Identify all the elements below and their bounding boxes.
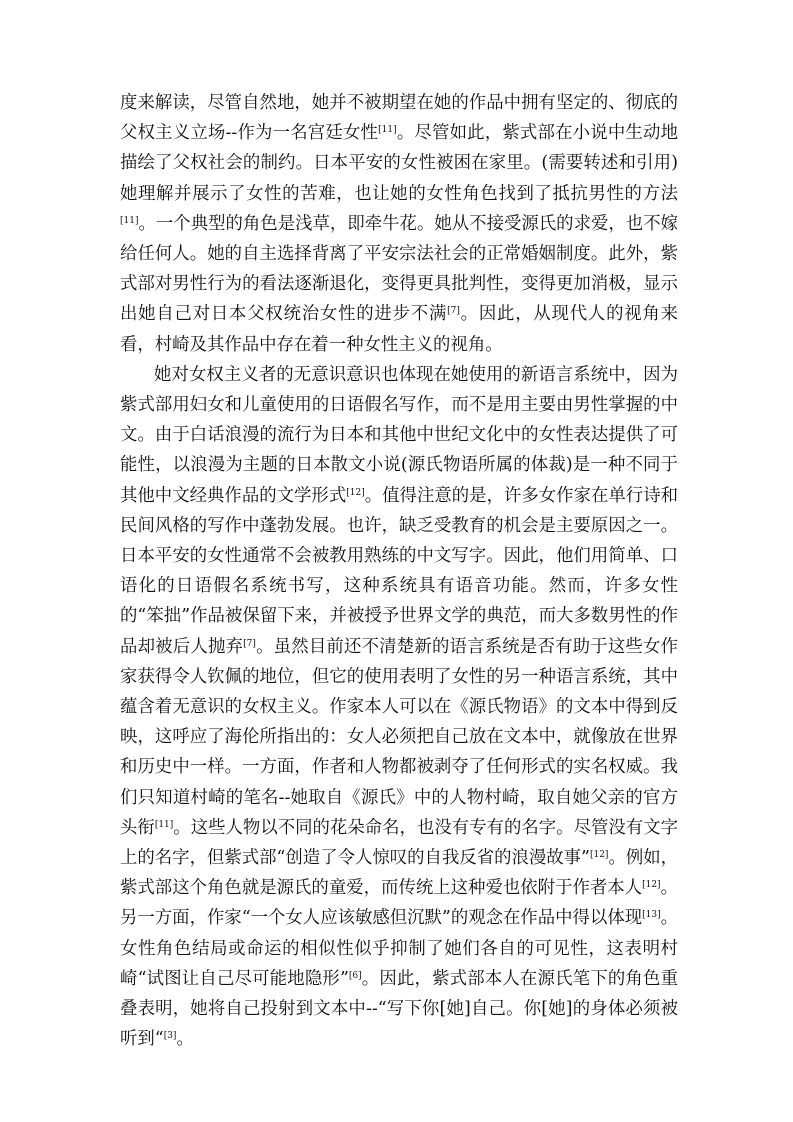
text-segment: 。尽管如此，紫式部在小说中生动地描绘了父权社会的制约。日本平安的女性被困在家里。(需要转述和引用)她理解并展示了女性的苦难，也让她的女性角色找到了抵抗男性的方法 (120, 123, 678, 204)
text-segment: 。因此，紫式部本人在源氏笔下的角色重叠表明，她将自己投射到文本中--“写下你[她]自己。你[她]的身体必须被听到“ (120, 968, 678, 1050)
text-segment: 。这些人物以不同的花朵命名，也没有专有的名字。尽管没有文字上的名字，但紫式部“创造了令人惊叹的自我反省的浪漫故事” (120, 817, 678, 869)
citation-ref: [11] (378, 125, 397, 136)
body-text (120, 88, 678, 1055)
citation-ref: [11] (120, 215, 139, 226)
citation-ref: [7] (243, 638, 256, 649)
citation-ref: [12] (589, 850, 609, 861)
citation-ref: [3] (163, 1031, 177, 1042)
text-segment: 度来解读，尽管自然地，她并不被期望在她的作品中拥有坚定的、彻底的父权主义立场--作为一名宫廷女性 (120, 93, 678, 144)
citation-ref: [13] (642, 910, 661, 921)
citation-ref: [7] (447, 306, 460, 317)
paragraph-1 (120, 88, 678, 360)
text-segment: 。另一方面，作家“一个女人应该敏感但沉默”的观念在作品中得以体现 (120, 878, 678, 929)
text-segment: 她对女权主义者的无意识意识也体现在她使用的新语言系统中，因为紫式部用妇女和儿童使用的日语假名写作，而不是用主要由男性掌握的中文。由于白话浪漫的流行为日本和其他中世纪文化中的女性表达提供了可能性，以浪漫为主题的日本散文小说(源氏物语所属的体裁)是一种不同于其他中文经典作品的文学形式 (120, 364, 678, 506)
text-segment: 。例如，紫式部这个角色就是源氏的童爱，而传统上这种爱也依附于作者本人 (120, 848, 679, 899)
text-segment: 。值得注意的是，许多女作家在单行诗和民间风格的写作中蓬勃发展。也许，缺乏受教育的机会是主要原因之一。日本平安的女性通常不会被教用熟练的中文写字。因此，他们用简单、口语化的日语假名系统书写，这种系统具有语音功能。然而，许多女性的“笨拙”作品被保留下来，并被授予世界文学的典范，而大多数男性的作品却被后人抛弃 (120, 485, 678, 657)
text-segment: 。一个典型的角色是浅草，即牵牛花。她从不接受源氏的求爱，也不嫁给任何人。她的自主选择背离了平安宗法社会的正常婚姻制度。此外，紫式部对男性行为的看法逐渐退化，变得更具批判性，变得更加消极，显示出她自己对日本父权统治女性的进步不满 (120, 213, 678, 325)
citation-ref: [12] (642, 880, 661, 891)
text-segment: 。 (176, 1029, 194, 1050)
text-segment: 。女性角色结局或命运的相似性似乎抑制了她们各自的可见性，这表明村崎“试图让自己尽可能地隐形” (120, 908, 679, 989)
text-segment: 。因此，从现代人的视角来看，村崎及其作品中存在着一种女性主义的视角。 (120, 304, 678, 355)
citation-ref: [11] (154, 819, 174, 830)
paragraph-2 (120, 360, 678, 1055)
citation-ref: [12] (346, 487, 365, 498)
citation-ref: [6] (348, 970, 362, 981)
text-segment: 。虽然目前还不清楚新的语言系统是否有助于这些女作家获得令人钦佩的地位，但它的使用表明了女性的另一种语言系统，其中蕴含着无意识的女权主义。作家本人可以在《源氏物语》的文本中得到反映，这呼应了海伦所指出的：女人必须把自己放在文本中，就像放在世界和历史中一样。一方面，作者和人物都被剥夺了任何形式的实名权威。我们只知道村崎的笔名--她取自《源氏》中的人物村崎，取自她父亲的官方头衔 (120, 636, 678, 838)
